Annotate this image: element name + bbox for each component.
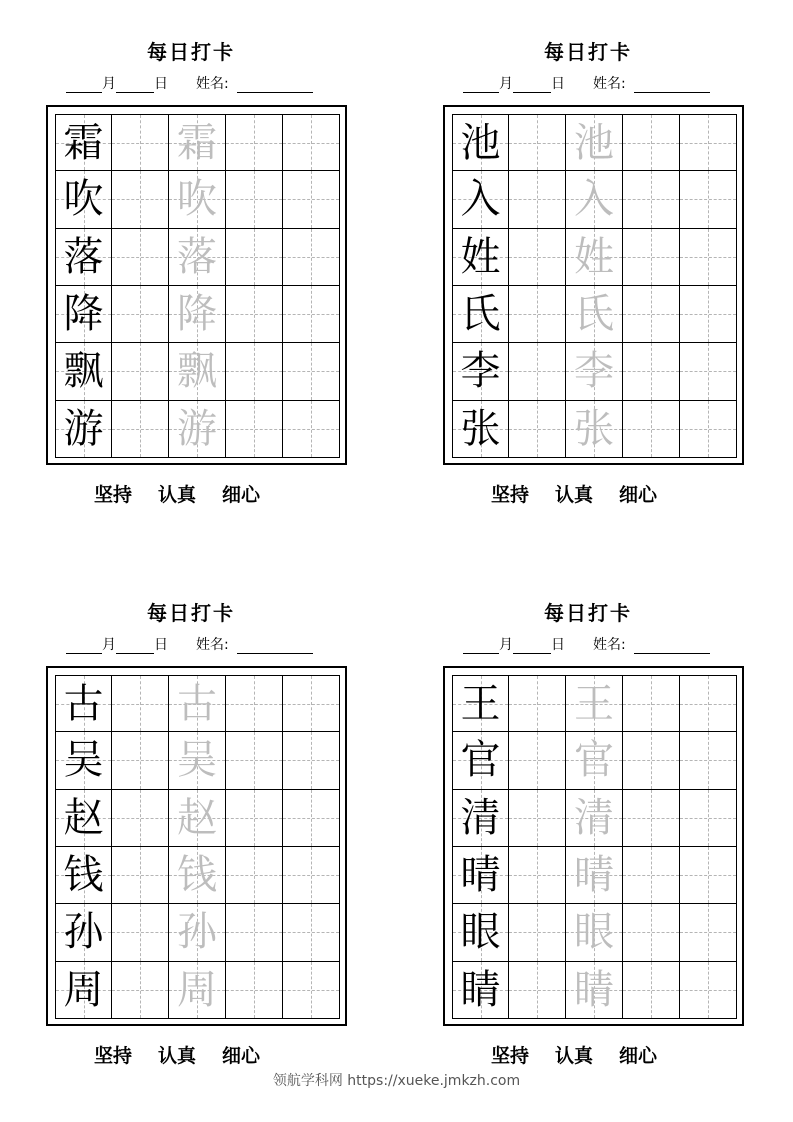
day-label: 日 xyxy=(551,76,565,92)
trace-cell xyxy=(169,401,226,458)
grid-row xyxy=(55,962,340,1019)
practice-card-2 xyxy=(443,0,783,506)
motto-attentive: 细心 xyxy=(619,484,658,506)
blank-cell xyxy=(283,343,340,400)
card-title: 每日打卡 xyxy=(544,40,632,64)
practice-card-4 xyxy=(443,561,783,1067)
trace-cell xyxy=(169,904,226,961)
grid-row xyxy=(452,962,737,1019)
trace-character: 姓 xyxy=(574,233,614,280)
trace-character: 王 xyxy=(574,680,614,727)
blank-cell xyxy=(112,962,169,1019)
blank-cell xyxy=(623,790,680,847)
model-character: 飘 xyxy=(63,348,104,395)
blank-cell xyxy=(623,171,680,228)
model-cell xyxy=(452,847,509,904)
date-name-line xyxy=(66,634,386,654)
date-name-line xyxy=(66,73,386,93)
motto-attentive: 细心 xyxy=(222,1045,261,1067)
motto-persist: 坚持 xyxy=(94,1045,133,1067)
blank-cell xyxy=(509,343,566,400)
trace-cell xyxy=(566,171,623,228)
blank-cell xyxy=(283,962,340,1019)
month-blank[interactable] xyxy=(463,639,499,654)
trace-cell xyxy=(566,343,623,400)
blank-cell xyxy=(623,847,680,904)
model-cell xyxy=(452,343,509,400)
motto-careful: 认真 xyxy=(555,484,594,506)
blank-cell xyxy=(623,962,680,1019)
trace-cell xyxy=(169,847,226,904)
model-cell xyxy=(55,847,112,904)
model-cell xyxy=(55,790,112,847)
trace-character: 氏 xyxy=(574,291,614,338)
blank-cell xyxy=(112,114,169,171)
blank-cell xyxy=(680,790,737,847)
name-blank[interactable] xyxy=(634,78,710,93)
trace-cell xyxy=(169,962,226,1019)
name-label: 姓名: xyxy=(593,637,626,653)
grid-row xyxy=(55,343,340,400)
trace-cell xyxy=(566,229,623,286)
motto-attentive: 细心 xyxy=(222,484,261,506)
month-blank[interactable] xyxy=(463,78,499,93)
blank-cell xyxy=(680,229,737,286)
day-label: 日 xyxy=(154,637,168,653)
blank-cell xyxy=(283,732,340,789)
grid-row xyxy=(452,675,737,732)
trace-character: 吹 xyxy=(177,176,217,223)
model-character: 睛 xyxy=(460,966,501,1013)
model-character: 钱 xyxy=(63,852,104,899)
practice-grid-frame xyxy=(443,105,744,465)
model-cell xyxy=(55,904,112,961)
blank-cell xyxy=(112,675,169,732)
motto-attentive: 细心 xyxy=(619,1045,658,1067)
practice-grid-frame xyxy=(46,666,347,1026)
trace-character: 孙 xyxy=(177,909,217,956)
blank-cell xyxy=(623,732,680,789)
trace-character: 吴 xyxy=(177,737,217,784)
practice-grid xyxy=(55,114,340,458)
month-blank[interactable] xyxy=(66,78,102,93)
model-cell xyxy=(452,962,509,1019)
grid-row xyxy=(55,847,340,904)
name-label: 姓名: xyxy=(196,637,229,653)
motto-careful: 认真 xyxy=(158,1045,197,1067)
trace-cell xyxy=(169,171,226,228)
blank-cell xyxy=(283,847,340,904)
model-character: 入 xyxy=(460,176,501,223)
blank-cell xyxy=(509,732,566,789)
trace-cell xyxy=(169,343,226,400)
blank-cell xyxy=(112,790,169,847)
model-cell xyxy=(55,401,112,458)
trace-character: 池 xyxy=(574,119,614,166)
model-cell xyxy=(55,675,112,732)
blank-cell xyxy=(226,114,283,171)
motto-persist: 坚持 xyxy=(491,1045,530,1067)
blank-cell xyxy=(226,171,283,228)
blank-cell xyxy=(283,114,340,171)
grid-row xyxy=(55,732,340,789)
model-cell xyxy=(452,286,509,343)
model-cell xyxy=(55,962,112,1019)
trace-character: 入 xyxy=(574,176,614,223)
name-blank[interactable] xyxy=(634,639,710,654)
motto xyxy=(491,480,731,507)
grid-row xyxy=(55,114,340,171)
grid-row xyxy=(452,790,737,847)
practice-card-1 xyxy=(46,0,386,506)
grid-row xyxy=(55,171,340,228)
model-cell xyxy=(55,732,112,789)
day-label: 日 xyxy=(551,637,565,653)
blank-cell xyxy=(509,904,566,961)
day-label: 日 xyxy=(154,76,168,92)
blank-cell xyxy=(680,904,737,961)
blank-cell xyxy=(623,114,680,171)
blank-cell xyxy=(226,401,283,458)
blank-cell xyxy=(509,171,566,228)
name-blank[interactable] xyxy=(237,639,313,654)
model-cell xyxy=(452,790,509,847)
blank-cell xyxy=(680,675,737,732)
model-character: 游 xyxy=(63,405,104,452)
model-character: 孙 xyxy=(63,909,104,956)
model-character: 氏 xyxy=(460,291,501,338)
trace-character: 钱 xyxy=(177,852,217,899)
card-title: 每日打卡 xyxy=(147,601,235,625)
trace-cell xyxy=(169,790,226,847)
blank-cell xyxy=(226,790,283,847)
blank-cell xyxy=(680,114,737,171)
model-cell xyxy=(452,732,509,789)
model-character: 张 xyxy=(460,405,501,452)
blank-cell xyxy=(283,229,340,286)
model-character: 降 xyxy=(63,291,104,338)
model-cell xyxy=(55,343,112,400)
date-name-line xyxy=(463,634,783,654)
model-cell xyxy=(452,675,509,732)
trace-cell xyxy=(566,790,623,847)
blank-cell xyxy=(680,401,737,458)
blank-cell xyxy=(623,229,680,286)
grid-row xyxy=(452,401,737,458)
date-name-line xyxy=(463,73,783,93)
model-cell xyxy=(452,401,509,458)
blank-cell xyxy=(509,790,566,847)
motto-persist: 坚持 xyxy=(94,484,133,506)
motto-careful: 认真 xyxy=(158,484,197,506)
card-title: 每日打卡 xyxy=(147,40,235,64)
model-character: 池 xyxy=(460,119,501,166)
trace-cell xyxy=(169,675,226,732)
trace-character: 晴 xyxy=(574,852,614,899)
blank-cell xyxy=(112,847,169,904)
blank-cell xyxy=(283,401,340,458)
blank-cell xyxy=(112,904,169,961)
model-character: 吹 xyxy=(63,176,104,223)
blank-cell xyxy=(226,343,283,400)
blank-cell xyxy=(623,675,680,732)
blank-cell xyxy=(623,343,680,400)
blank-cell xyxy=(509,847,566,904)
practice-grid-frame xyxy=(443,666,744,1026)
blank-cell xyxy=(509,962,566,1019)
trace-cell xyxy=(566,114,623,171)
grid-row xyxy=(452,171,737,228)
blank-cell xyxy=(680,962,737,1019)
grid-row xyxy=(452,114,737,171)
trace-character: 张 xyxy=(574,405,614,452)
motto-careful: 认真 xyxy=(555,1045,594,1067)
motto xyxy=(94,480,334,507)
blank-cell xyxy=(226,675,283,732)
trace-cell xyxy=(566,675,623,732)
grid-row xyxy=(452,229,737,286)
blank-cell xyxy=(283,286,340,343)
trace-character: 游 xyxy=(177,405,217,452)
day-blank[interactable] xyxy=(116,78,154,93)
grid-row xyxy=(452,732,737,789)
trace-cell xyxy=(169,732,226,789)
blank-cell xyxy=(226,962,283,1019)
blank-cell xyxy=(680,171,737,228)
blank-cell xyxy=(226,732,283,789)
grid-row xyxy=(55,229,340,286)
day-blank[interactable] xyxy=(513,78,551,93)
practice-card-3 xyxy=(46,561,386,1067)
model-cell xyxy=(452,904,509,961)
blank-cell xyxy=(509,286,566,343)
model-character: 霜 xyxy=(63,119,104,166)
trace-character: 飘 xyxy=(177,348,217,395)
model-character: 官 xyxy=(460,737,501,784)
name-label: 姓名: xyxy=(593,76,626,92)
trace-cell xyxy=(169,229,226,286)
model-cell xyxy=(452,229,509,286)
trace-character: 清 xyxy=(574,794,614,841)
blank-cell xyxy=(509,229,566,286)
model-cell xyxy=(55,114,112,171)
blank-cell xyxy=(283,171,340,228)
trace-character: 官 xyxy=(574,737,614,784)
model-character: 落 xyxy=(63,233,104,280)
blank-cell xyxy=(226,847,283,904)
blank-cell xyxy=(112,343,169,400)
trace-cell xyxy=(566,286,623,343)
blank-cell xyxy=(509,401,566,458)
model-cell xyxy=(55,171,112,228)
blank-cell xyxy=(680,732,737,789)
practice-grid xyxy=(452,114,737,458)
blank-cell xyxy=(680,286,737,343)
blank-cell xyxy=(112,401,169,458)
blank-cell xyxy=(680,343,737,400)
model-character: 李 xyxy=(460,348,501,395)
model-cell xyxy=(452,171,509,228)
model-character: 周 xyxy=(63,966,104,1013)
blank-cell xyxy=(283,675,340,732)
grid-row xyxy=(452,904,737,961)
month-blank[interactable] xyxy=(66,639,102,654)
blank-cell xyxy=(623,904,680,961)
trace-cell xyxy=(169,114,226,171)
grid-row xyxy=(452,343,737,400)
trace-character: 李 xyxy=(574,348,614,395)
day-blank[interactable] xyxy=(513,639,551,654)
trace-cell xyxy=(566,401,623,458)
month-label: 月 xyxy=(499,637,513,653)
practice-grid-frame xyxy=(46,105,347,465)
month-label: 月 xyxy=(499,76,513,92)
trace-character: 落 xyxy=(177,233,217,280)
model-character: 清 xyxy=(460,794,501,841)
trace-character: 周 xyxy=(177,966,217,1013)
grid-row xyxy=(452,286,737,343)
model-character: 古 xyxy=(63,680,104,727)
day-blank[interactable] xyxy=(116,639,154,654)
name-blank[interactable] xyxy=(237,78,313,93)
trace-character: 降 xyxy=(177,291,217,338)
trace-character: 古 xyxy=(177,680,217,727)
trace-cell xyxy=(566,962,623,1019)
practice-grid xyxy=(452,675,737,1019)
grid-row xyxy=(55,790,340,847)
blank-cell xyxy=(226,229,283,286)
trace-character: 睛 xyxy=(574,966,614,1013)
grid-row xyxy=(452,847,737,904)
motto-persist: 坚持 xyxy=(491,484,530,506)
blank-cell xyxy=(112,171,169,228)
model-character: 王 xyxy=(460,680,501,727)
blank-cell xyxy=(623,286,680,343)
month-label: 月 xyxy=(102,76,116,92)
practice-grid xyxy=(55,675,340,1019)
trace-cell xyxy=(169,286,226,343)
model-character: 吴 xyxy=(63,737,104,784)
footer-watermark: 领航学科网 https://xueke.jmkzh.com xyxy=(272,1073,521,1089)
model-cell xyxy=(55,229,112,286)
blank-cell xyxy=(623,401,680,458)
blank-cell xyxy=(226,904,283,961)
trace-cell xyxy=(566,732,623,789)
trace-character: 赵 xyxy=(177,794,217,841)
blank-cell xyxy=(283,904,340,961)
model-character: 眼 xyxy=(460,909,501,956)
blank-cell xyxy=(680,847,737,904)
model-character: 姓 xyxy=(460,233,501,280)
motto xyxy=(94,1041,334,1068)
grid-row xyxy=(55,904,340,961)
grid-row xyxy=(55,286,340,343)
grid-row xyxy=(55,675,340,732)
card-title: 每日打卡 xyxy=(544,601,632,625)
model-cell xyxy=(55,286,112,343)
blank-cell xyxy=(112,229,169,286)
model-character: 晴 xyxy=(460,852,501,899)
name-label: 姓名: xyxy=(196,76,229,92)
motto xyxy=(491,1041,731,1068)
blank-cell xyxy=(226,286,283,343)
model-character: 赵 xyxy=(63,794,104,841)
model-cell xyxy=(452,114,509,171)
trace-character: 眼 xyxy=(574,909,614,956)
blank-cell xyxy=(509,114,566,171)
blank-cell xyxy=(112,732,169,789)
trace-cell xyxy=(566,904,623,961)
month-label: 月 xyxy=(102,637,116,653)
blank-cell xyxy=(283,790,340,847)
blank-cell xyxy=(509,675,566,732)
trace-cell xyxy=(566,847,623,904)
trace-character: 霜 xyxy=(177,119,217,166)
blank-cell xyxy=(112,286,169,343)
grid-row xyxy=(55,401,340,458)
